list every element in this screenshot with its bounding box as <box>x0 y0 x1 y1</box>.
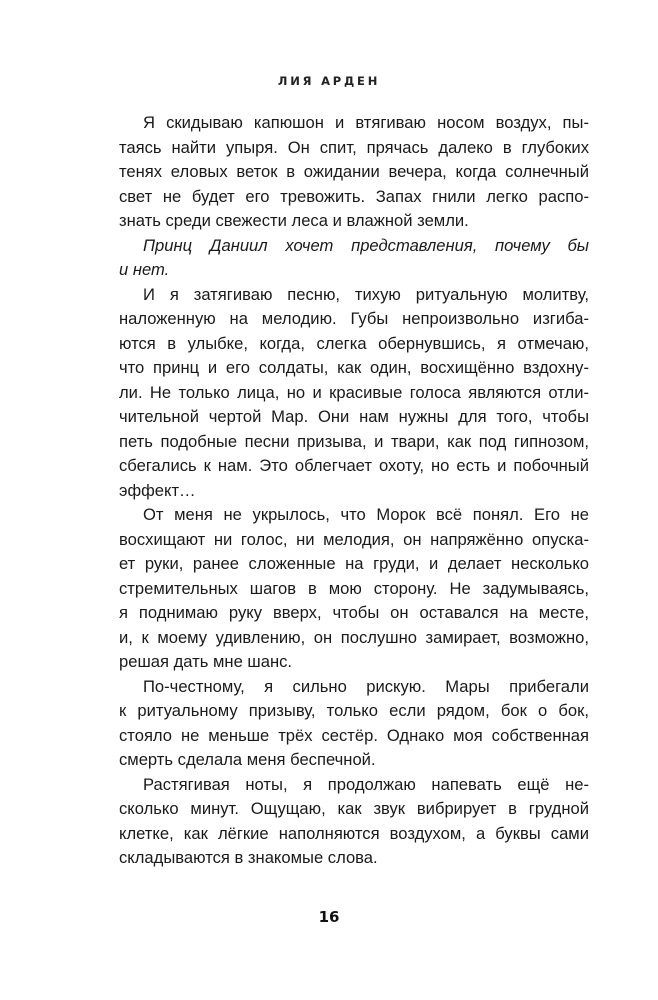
body-text <box>119 111 589 871</box>
text-line: ет руки, ранее сложенные на груди, и делает несколько <box>119 554 589 573</box>
text-line: сколько минут. Ощущаю, как звук вибрирует в грудной <box>119 799 589 818</box>
text-line: свет не будет его тревожить. Запах гнили легко распо- <box>119 186 589 206</box>
text-line: эффект… <box>119 480 196 500</box>
text-line: клетке, как лёгкие наполняются воздухом, а буквы сами <box>119 823 589 843</box>
text-line: что принц и его солдаты, как один, восхищённо вздохну- <box>119 358 589 377</box>
text-line: и нет. <box>119 260 170 279</box>
text-line: восхищают ни голос, ни мелодия, он напряжённо опуска- <box>119 529 589 549</box>
text-line: стремительных шагов в мою сторону. Не задумываясь, <box>119 578 589 598</box>
text-line: петь подобные песни призыва, и твари, как под гипнозом, <box>119 431 589 451</box>
text-line: Растягивая ноты, я продолжаю напевать ещё не- <box>143 774 589 794</box>
text-line: таясь найти упыря. Он спит, прячась далеко в глубоких <box>119 137 589 157</box>
text-line: стояло не меньше трёх сестёр. Однако моя собственная <box>119 725 589 745</box>
text-line: к ритуальному призыву, только если рядом, бок о бок, <box>119 701 589 720</box>
text-line: И я затягиваю песню, тихую ритуальную молитву, <box>143 284 589 304</box>
text-line: решая дать мне шанс. <box>119 652 293 671</box>
page-number: 16 <box>318 908 340 926</box>
text-line: ются в улыбке, когда, слегка обернувшись, я отмечаю, <box>119 333 589 353</box>
text-line: тенях еловых веток в ожидании вечера, когда солнечный <box>119 162 589 181</box>
text-line: ли. Не только лица, но и красивые голоса являются отли- <box>119 382 589 402</box>
text-line: Я скидываю капюшон и втягиваю носом воздух, пы- <box>143 113 589 132</box>
text-line: знать среди свежести леса и влажной земли. <box>119 211 469 230</box>
text-line: и, к моему удивлению, он послушно замирает, возможно, <box>119 627 589 647</box>
text-line: я поднимаю руку вверх, чтобы он оставался на месте, <box>119 603 589 622</box>
text-line: От меня не укрылось, что Морок всё понял. Его не <box>143 505 589 524</box>
running-head: ЛИЯ АРДЕН <box>277 74 381 88</box>
text-line: чительной чертой Мар. Они нам нужны для того, чтобы <box>119 407 589 426</box>
text-line: По-честному, я сильно рискую. Мары прибегали <box>143 676 589 696</box>
text-line: смерть сделала меня беспечной. <box>119 750 376 769</box>
text-line: наложенную на мелодию. Губы непроизвольно изгиба- <box>119 309 589 328</box>
text-line: складываются в знакомые слова. <box>119 848 378 867</box>
text-line: Принц Даниил хочет представления, почему бы <box>143 235 589 255</box>
text-line: сбегались к нам. Это облегчает охоту, но есть и побочный <box>119 456 589 475</box>
